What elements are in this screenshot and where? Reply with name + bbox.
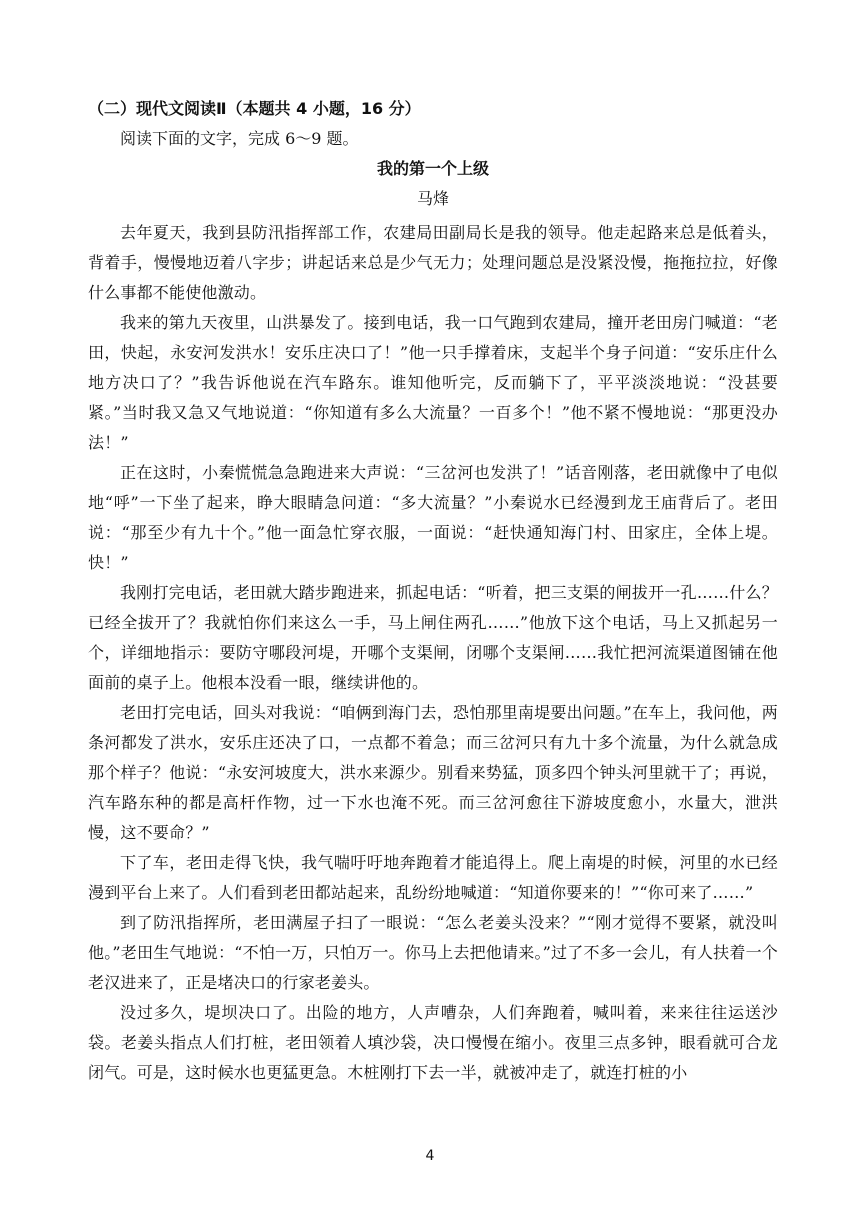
paragraph: 正在这时，小秦慌慌急急跑进来大声说：“三岔河也发洪了！”话音刚落，老田就像中了电似地“呼”一下坐了起来，睁大眼睛急问道：“多大流量？”小秦说水已经漫到龙王庙背后了。老田说：“那至少有九十个。”他一面急忙穿衣服，一面说：“赶快通知海门村、田家庄，全体上堤。快！” bbox=[88, 463, 778, 572]
paragraph: 我刚打完电话，老田就大踏步跑进来，抓起电话：“听着，把三支渠的闸拔开一孔……什么？已经全拔开了？我就怕你们来这么一手，马上闸住两孔……”他放下这个电话，马上又抓起另一个，详细地指示：要防守哪段河堤，开哪个支渠闸，闭哪个支渠闸……我忙把河流渠道图铺在他面前的桌子上。他根本没看一眼，继续讲他的。 bbox=[88, 583, 778, 692]
paragraph: 到了防汛指挥所，老田满屋子扫了一眼说：“怎么老姜头没来？”“刚才觉得不要紧，就没叫他。”老田生气地说：“不怕一万，只怕万一。你马上去把他请来。”过了不多一会儿，有人扶着一个老汉进来了，正是堵决口的行家老姜头。 bbox=[88, 913, 778, 992]
paragraph: 下了车，老田走得飞快，我气喘吁吁地奔跑着才能追得上。爬上南堤的时候，河里的水已经漫到平台上来了。人们看到老田都站起来，乱纷纷地喊道：“知道你要来的！”“你可来了……” bbox=[88, 853, 778, 902]
document-page bbox=[88, 96, 778, 1088]
paragraph: 没过多久，堤坝决口了。出险的地方，人声嘈杂，人们奔跑着，喊叫着，来来往往运送沙袋。老姜头指点人们打桩，老田领着人填沙袋，决口慢慢在缩小。夜里三点多钟，眼看就可合龙闭气。可是，这时候水也更猛更急。木桩刚打下去一半，就被冲走了，就连打桩的小 bbox=[88, 1003, 778, 1082]
article-title: 我的第一个上级 bbox=[376, 159, 489, 178]
reading-instruction: 阅读下面的文字，完成 6～9 题。 bbox=[120, 129, 359, 148]
paragraph: 去年夏天，我到县防汛指挥部工作，农建局田副局长是我的领导。他走起路来总是低着头，背着手，慢慢地迈着八字步；讲起话来总是少气无力；处理问题总是没紧没慢，拖拖拉拉，好像什么事都不能使他激动。 bbox=[88, 223, 778, 302]
paragraph: 老田打完电话，回头对我说：“咱俩到海门去，恐怕那里南堤要出问题。”在车上，我问他，两条河都发了洪水，安乐庄还决了口，一点都不着急；而三岔河只有九十多个流量，为什么就急成那个样子？他说：“永安河坡度大，洪水来源少。别看来势猛，顶多四个钟头河里就干了；再说，汽车路东种的都是高杆作物，过一下水也淹不死。而三岔河愈往下游坡度愈小，水量大，泄洪慢，这不要命？” bbox=[88, 703, 778, 842]
paragraph: 我来的第九天夜里，山洪暴发了。接到电话，我一口气跑到农建局，撞开老田房门喊道：“老田，快起，永安河发洪水！安乐庄决口了！”他一只手撑着床，支起半个身子问道：“安乐庄什么地方决口了？”我告诉他说在汽车路东。谁知他听完，反而躺下了，平平淡淡地说：“没甚要紧。”当时我又急又气地说道：“你知道有多么大流量？一百多个！”他不紧不慢地说：“那更没办法！” bbox=[88, 313, 778, 452]
page-number: 4 bbox=[425, 1148, 435, 1164]
article-author: 马烽 bbox=[416, 189, 449, 208]
section-heading: （二）现代文阅读Ⅱ（本题共 4 小题，16 分） bbox=[88, 99, 421, 118]
